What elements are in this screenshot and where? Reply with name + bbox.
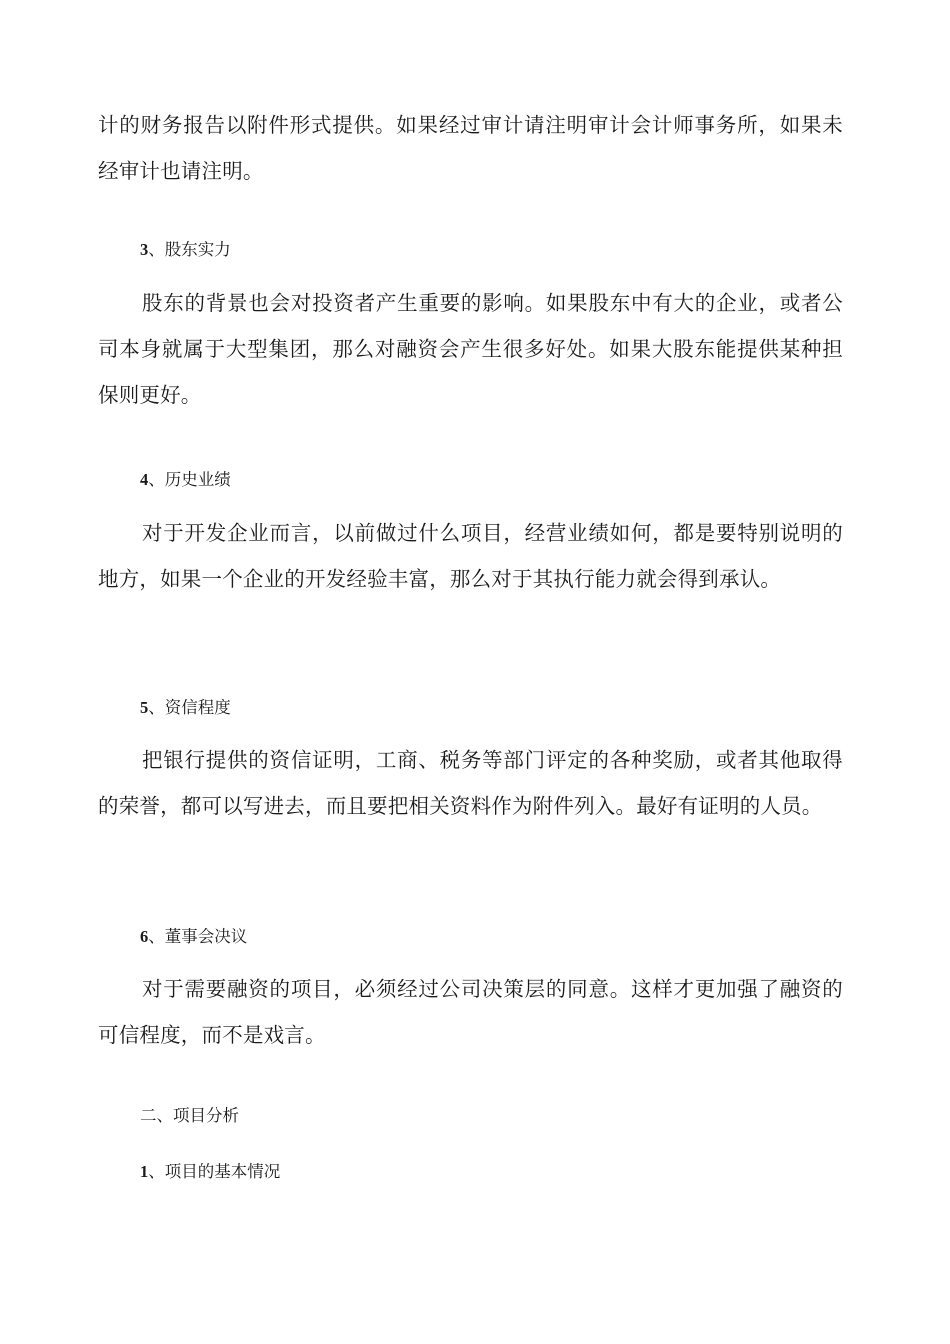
heading-shareholder-strength: [140, 238, 231, 262]
heading-title: 、资信程度: [148, 698, 231, 717]
heading-title: 、股东实力: [148, 240, 231, 259]
heading-credit-standing: [140, 696, 231, 720]
paragraph-track-record: 对于开发企业而言，以前做过什么项目，经营业绩如何，都是要特别说明的地方，如果一个企业的开发经验丰富，那么对于其执行能力就会得到承认。: [98, 521, 843, 591]
heading-track-record: [140, 468, 231, 492]
heading-title: 、董事会决议: [148, 927, 248, 946]
heading-number: 4: [140, 470, 149, 489]
paragraph-board-resolution: 对于需要融资的项目，必须经过公司决策层的同意。这样才更加强了融资的可信程度，而不是戏言。: [98, 977, 843, 1047]
paragraph-credit-standing: 把银行提供的资信证明，工商、税务等部门评定的各种奖励，或者其他取得的荣誉，都可以写进去，而且要把相关资料作为附件列入。最好有证明的人员。: [98, 748, 843, 818]
heading-number: 5: [140, 698, 149, 717]
heading-project-basics: [140, 1160, 280, 1184]
paragraph-shareholder-strength: 股东的背景也会对投资者产生重要的影响。如果股东中有大的企业，或者公司本身就属于大型集团，那么对融资会产生很多好处。如果大股东能提供某种担保则更好。: [98, 291, 843, 407]
heading-board-resolution: [140, 925, 247, 949]
heading-title: 、项目的基本情况: [148, 1162, 281, 1181]
heading-number: 3: [140, 240, 149, 259]
paragraph-audit-note: 计的财务报告以附件形式提供。如果经过审计请注明审计会计师事务所，如果未经审计也请注明。: [98, 113, 843, 183]
section-heading-project-analysis: 二、项目分析: [140, 1106, 239, 1125]
heading-number: 6: [140, 927, 149, 946]
heading-number: 1: [140, 1162, 149, 1181]
heading-title: 、历史业绩: [148, 470, 231, 489]
